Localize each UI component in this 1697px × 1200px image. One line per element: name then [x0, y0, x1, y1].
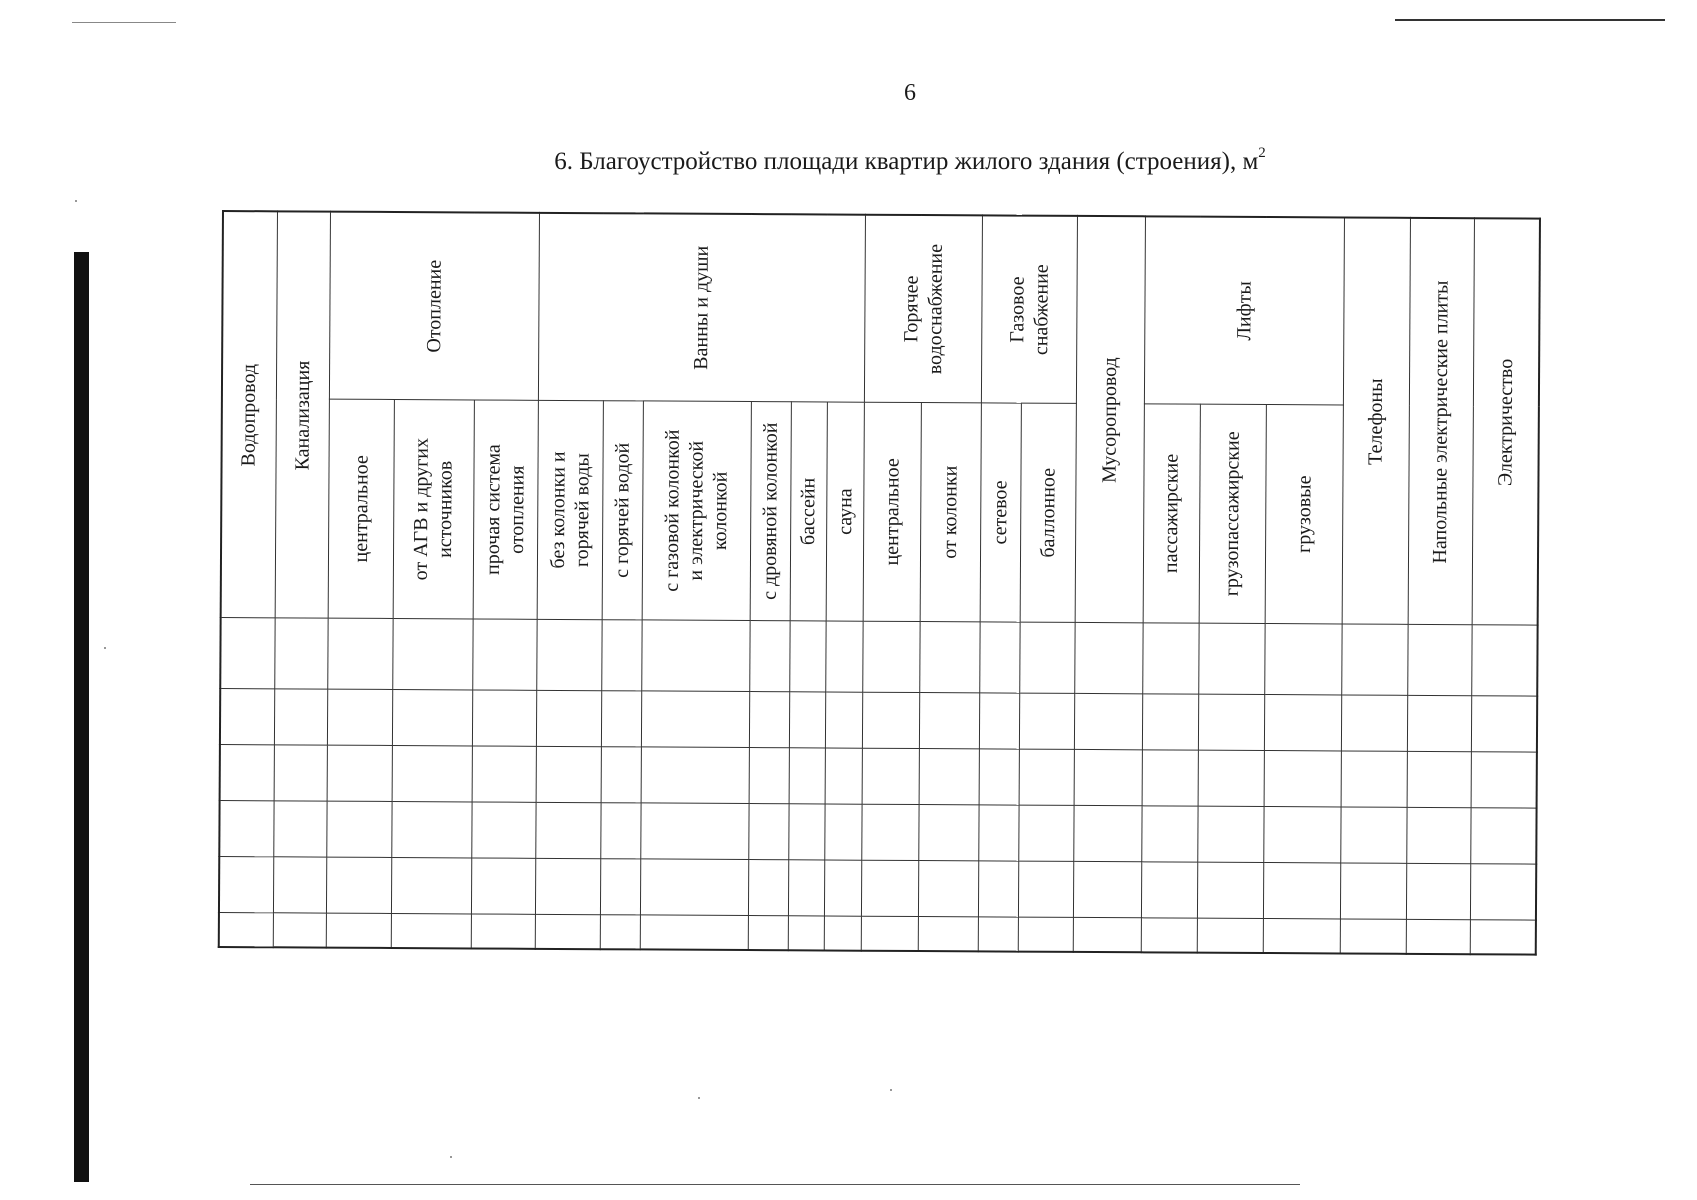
subheader-cell-baths-gas — [642, 401, 751, 621]
subheader-cell-baths-pool — [790, 402, 827, 621]
header-gas-supply — [1005, 264, 1054, 355]
subheader-heating-agv-line2: источников — [434, 460, 457, 558]
table-cell[interactable] — [825, 748, 862, 804]
table-cell[interactable] — [640, 915, 748, 950]
table-cell[interactable] — [1197, 806, 1263, 862]
scan-speck — [104, 647, 106, 649]
subheader-baths-wood: с дровяной колонкой — [758, 422, 782, 600]
table-cell[interactable] — [600, 859, 640, 915]
table-cell[interactable] — [641, 691, 749, 748]
header-electric-stoves: Напольные электрические плиты — [1429, 279, 1453, 564]
table-cell[interactable] — [1263, 807, 1340, 863]
scan-speck — [450, 1156, 452, 1158]
table-row — [219, 800, 1536, 864]
table-cell[interactable] — [1341, 695, 1407, 751]
subheader-cell-elevators-cargo-passenger — [1199, 404, 1266, 623]
table-cell[interactable] — [1141, 862, 1197, 918]
table-cell[interactable] — [1471, 696, 1537, 752]
table-cell[interactable] — [274, 618, 327, 689]
table-cell[interactable] — [327, 618, 392, 689]
table-cell[interactable] — [327, 689, 392, 745]
table-cell[interactable] — [601, 747, 641, 803]
table-cell[interactable] — [472, 690, 536, 746]
header-water-supply: Водопровод — [237, 363, 261, 467]
table-cell[interactable] — [220, 688, 274, 744]
table-cell[interactable] — [1073, 861, 1141, 917]
subheader-hot-water-central: центральное — [880, 458, 904, 566]
table-row — [219, 912, 1536, 954]
table-cell[interactable] — [825, 692, 862, 748]
table-cell[interactable] — [918, 805, 978, 861]
table-cell[interactable] — [1142, 694, 1198, 750]
subheader-baths-gas-line3: колонкой — [709, 471, 732, 551]
table-cell[interactable] — [640, 859, 748, 916]
table-cell[interactable] — [273, 857, 326, 913]
table-cell[interactable] — [1197, 862, 1263, 918]
subheader-cell-elevators-passenger — [1143, 404, 1200, 623]
subheader-cell-hot-water-central — [863, 402, 921, 621]
subheader-cell-baths-wood — [750, 402, 791, 621]
header-garbage-chute: Мусоропровод — [1098, 356, 1122, 483]
table-cell[interactable] — [391, 857, 471, 913]
table-cell[interactable] — [273, 801, 326, 857]
header-cell-water-supply — [221, 211, 277, 618]
header-hot-water-supply-line1: Горячее — [899, 275, 923, 343]
header-sewerage: Канализация — [291, 360, 314, 470]
table-cell[interactable] — [219, 856, 273, 912]
subheader-baths-no-heater — [545, 451, 594, 568]
table-cell[interactable] — [220, 744, 274, 800]
table-cell[interactable] — [861, 804, 918, 860]
table-cell[interactable] — [824, 860, 861, 916]
table-cell[interactable] — [788, 916, 824, 951]
table-cell[interactable] — [1019, 622, 1074, 693]
header-cell-heating — [329, 212, 539, 401]
top-left-rule — [72, 22, 176, 23]
table-cell[interactable] — [392, 689, 472, 745]
header-gas-supply-line2: снабжение — [1029, 264, 1053, 356]
table-cell[interactable] — [536, 619, 601, 690]
table-cell[interactable] — [1407, 751, 1471, 807]
table-cell[interactable] — [788, 860, 824, 916]
table-row — [220, 688, 1537, 752]
table-cell[interactable] — [749, 621, 789, 692]
table-cell[interactable] — [600, 915, 640, 950]
table-row — [220, 744, 1537, 808]
table-cell[interactable] — [1142, 750, 1198, 806]
subheader-baths-pool: бассейн — [797, 477, 820, 546]
table-cell[interactable] — [1073, 805, 1141, 861]
table-cell[interactable] — [1141, 918, 1197, 953]
table-cell[interactable] — [1340, 807, 1406, 863]
table-cell[interactable] — [824, 916, 861, 951]
table-cell[interactable] — [1470, 864, 1536, 920]
subheader-baths-gas-line2: и электрической — [684, 440, 708, 581]
table-cell[interactable] — [219, 912, 273, 947]
subheader-cell-heating-agv — [393, 399, 474, 618]
table-cell[interactable] — [536, 690, 601, 746]
table-cell[interactable] — [600, 803, 640, 859]
table-cell[interactable] — [1074, 693, 1142, 749]
table-cell[interactable] — [391, 801, 471, 857]
table-cell[interactable] — [471, 914, 535, 949]
subheader-elevators-cargo: грузовые — [1292, 475, 1316, 554]
header-phones: Телефоны — [1364, 377, 1388, 465]
table-cell[interactable] — [1471, 752, 1537, 808]
table-cell[interactable] — [1263, 863, 1340, 919]
subheader-baths-no-heater-line1: без колонки и — [546, 451, 570, 569]
table-cell[interactable] — [978, 917, 1018, 952]
table-cell[interactable] — [471, 858, 535, 914]
subheader-hot-water-heater: от колонки — [939, 465, 962, 559]
table-cell[interactable] — [918, 917, 978, 952]
table-cell[interactable] — [1264, 751, 1341, 807]
subheader-cell-baths-hot-water — [602, 401, 643, 620]
page-number: 6 — [904, 80, 916, 106]
table-cell[interactable] — [1341, 624, 1407, 695]
table-cell[interactable] — [789, 692, 825, 748]
table-cell[interactable] — [1264, 695, 1341, 751]
table-cell[interactable] — [391, 913, 471, 948]
table-cell[interactable] — [824, 804, 861, 860]
table-cell[interactable] — [919, 622, 979, 693]
table-cell[interactable] — [1141, 806, 1197, 862]
subheader-cell-hot-water-heater — [920, 403, 981, 622]
table-cell[interactable] — [748, 916, 788, 951]
header-row-subcolumns — [221, 399, 1539, 626]
table-cell[interactable] — [326, 857, 391, 913]
top-right-rule — [1395, 19, 1665, 21]
table-cell[interactable] — [1340, 919, 1406, 954]
table-cell[interactable] — [862, 621, 919, 692]
table-cell[interactable] — [1019, 693, 1074, 749]
table-cell[interactable] — [1074, 622, 1142, 693]
table-cell[interactable] — [1471, 625, 1537, 696]
subheader-gas-network: сетевое — [989, 480, 1012, 545]
table-cell[interactable] — [1264, 624, 1341, 695]
scan-edge-bar — [74, 252, 89, 1182]
subheader-cell-gas-cylinder — [1020, 403, 1076, 622]
scan-speck — [75, 200, 77, 202]
table-cell[interactable] — [536, 746, 601, 802]
subheader-baths-hot-water: с горячей водой — [610, 442, 634, 578]
table-cell[interactable] — [978, 861, 1018, 917]
header-elevators: Лифты — [1232, 281, 1256, 341]
table-cell[interactable] — [979, 622, 1019, 693]
table-cell[interactable] — [1406, 863, 1470, 919]
table-cell[interactable] — [601, 691, 641, 747]
table-cell[interactable] — [1073, 917, 1141, 952]
table-cell[interactable] — [1406, 919, 1470, 954]
table-cell[interactable] — [1470, 808, 1536, 864]
table-cell[interactable] — [1019, 749, 1074, 805]
table-cell[interactable] — [861, 860, 918, 916]
table-cell[interactable] — [641, 620, 749, 692]
table-cell[interactable] — [392, 745, 472, 801]
table-cell[interactable] — [978, 805, 1018, 861]
table-cell[interactable] — [1197, 918, 1263, 953]
table-body — [219, 617, 1538, 954]
table-cell[interactable] — [535, 914, 600, 949]
subheader-cell-baths-sauna — [826, 402, 864, 621]
subheader-heating-other-line2: отопления — [506, 465, 529, 554]
page-title — [0, 145, 1697, 176]
subheader-cell-baths-no-heater — [537, 400, 603, 619]
header-cell-electric-stoves — [1408, 218, 1474, 625]
table-cell[interactable] — [1018, 917, 1073, 952]
table-cell[interactable] — [748, 860, 788, 916]
table-cell[interactable] — [918, 861, 978, 917]
header-cell-baths — [538, 213, 865, 402]
subheader-baths-gas — [660, 429, 733, 592]
subheader-cell-heating-central — [328, 399, 394, 618]
table-cell[interactable] — [1142, 623, 1198, 694]
table-cell[interactable] — [472, 746, 536, 802]
table-cell[interactable] — [1074, 749, 1142, 805]
table-cell[interactable] — [789, 748, 825, 804]
table-cell[interactable] — [641, 747, 749, 804]
subheader-cell-heating-other — [473, 400, 538, 619]
table-cell[interactable] — [979, 749, 1019, 805]
table-cell[interactable] — [1341, 751, 1407, 807]
subheader-heating-agv-line1: от АГВ и других — [409, 437, 433, 581]
table-cell[interactable] — [327, 745, 392, 801]
table-cell[interactable] — [861, 916, 918, 951]
subheader-baths-no-heater-line2: горячей воды — [570, 453, 594, 568]
table-cell[interactable] — [749, 692, 789, 748]
header-cell-garbage-chute — [1075, 216, 1145, 623]
table-cell[interactable] — [392, 618, 472, 689]
subheader-cell-gas-network — [980, 403, 1021, 622]
table-cell[interactable] — [1407, 695, 1471, 751]
table-cell[interactable] — [1018, 861, 1073, 917]
table-cell[interactable] — [789, 621, 825, 692]
table-cell[interactable] — [919, 749, 979, 805]
table-row — [219, 856, 1536, 920]
table-cell[interactable] — [825, 621, 862, 692]
header-cell-gas-supply — [981, 215, 1077, 403]
subheader-baths-gas-line1: с газовой колонкой — [660, 429, 684, 592]
subheader-heating-other-line1: прочая система — [481, 444, 505, 576]
header-heating: Отопление — [422, 259, 446, 353]
table-cell[interactable] — [601, 620, 641, 691]
table-cell[interactable] — [1263, 919, 1340, 954]
scan-speck — [698, 1097, 700, 1099]
table-cell[interactable] — [748, 804, 788, 860]
header-cell-sewerage — [275, 211, 330, 618]
header-cell-elevators — [1144, 216, 1344, 405]
table-cell[interactable] — [273, 913, 326, 948]
header-cell-electricity — [1472, 218, 1540, 625]
table-cell[interactable] — [219, 800, 273, 856]
subheader-gas-cylinder: баллонное — [1036, 467, 1060, 558]
table-cell[interactable] — [788, 804, 824, 860]
table-cell[interactable] — [471, 802, 535, 858]
table-cell[interactable] — [749, 748, 789, 804]
header-row-groups — [222, 211, 1540, 406]
page-title-text: 6. Благоустройство площади квартир жилого здания (строения), м — [554, 148, 1259, 175]
table-cell[interactable] — [535, 858, 600, 914]
header-hot-water-supply — [899, 244, 948, 375]
table-cell[interactable] — [326, 913, 391, 948]
table-cell[interactable] — [862, 692, 919, 748]
header-gas-supply-line1: Газовое — [1005, 276, 1029, 343]
page-title-superscript: 2 — [1258, 145, 1266, 161]
table-cell[interactable] — [1198, 623, 1264, 694]
table-cell[interactable] — [919, 693, 979, 749]
amenities-table — [218, 210, 1541, 956]
subheader-elevators-cargo-passenger: грузопассажирские — [1220, 431, 1244, 597]
subheader-cell-elevators-cargo — [1265, 405, 1343, 624]
table-cell[interactable] — [1470, 920, 1536, 955]
subheader-heating-other — [481, 444, 530, 575]
subheader-heating-central: центральное — [349, 455, 373, 563]
table-cell[interactable] — [326, 801, 391, 857]
table-cell[interactable] — [862, 748, 919, 804]
table-cell[interactable] — [472, 619, 536, 690]
subheader-heating-agv — [409, 438, 458, 581]
subheader-baths-sauna: сауна — [833, 488, 856, 535]
bottom-rule — [250, 1184, 1300, 1185]
header-hot-water-supply-line2: водоснабжение — [923, 243, 947, 375]
table-cell[interactable] — [220, 617, 274, 688]
header-cell-phones — [1342, 217, 1410, 624]
table-cell[interactable] — [1198, 750, 1264, 806]
header-baths: Ванны и души — [690, 245, 713, 370]
table-cell[interactable] — [274, 745, 327, 801]
table-cell[interactable] — [979, 693, 1019, 749]
table-cell[interactable] — [1340, 863, 1406, 919]
table-cell[interactable] — [1018, 805, 1073, 861]
header-cell-hot-water-supply — [864, 215, 982, 403]
subheader-elevators-passenger: пассажирские — [1160, 453, 1183, 574]
table-row — [220, 617, 1537, 696]
table-cell[interactable] — [1407, 624, 1471, 695]
table-cell[interactable] — [640, 803, 748, 860]
table-cell[interactable] — [1198, 694, 1264, 750]
table-cell[interactable] — [535, 802, 600, 858]
table-cell[interactable] — [274, 689, 327, 745]
table-cell[interactable] — [1406, 807, 1470, 863]
scan-speck — [890, 1089, 892, 1091]
header-electricity: Электричество — [1494, 358, 1518, 486]
